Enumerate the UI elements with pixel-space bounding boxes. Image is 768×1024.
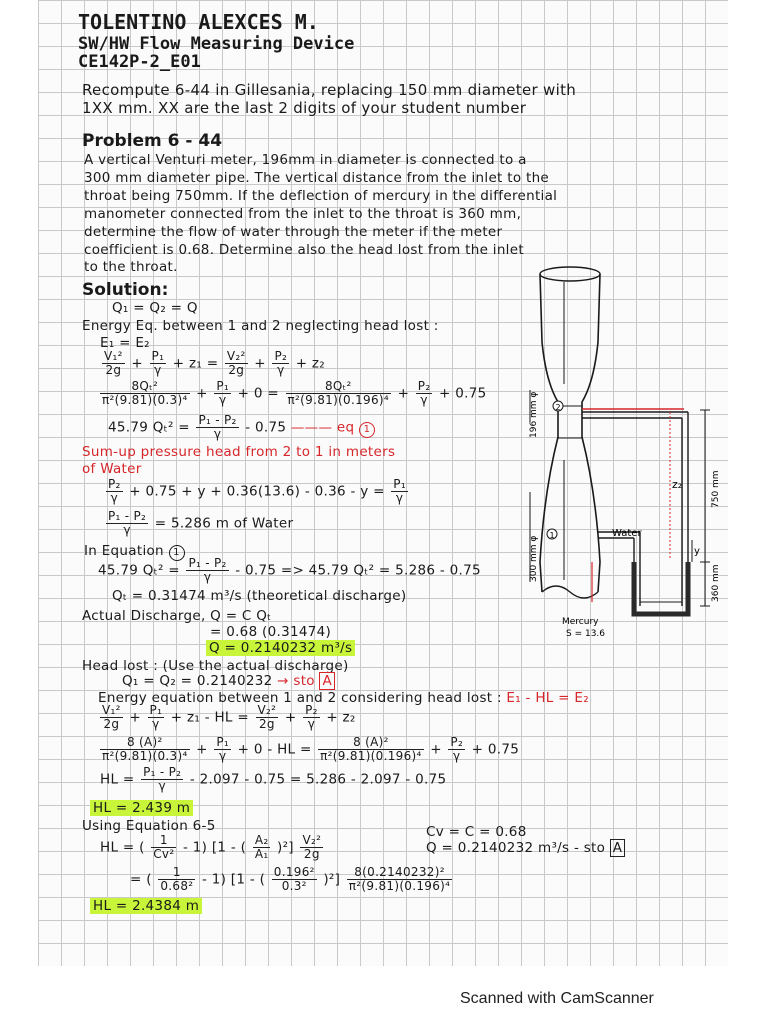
substituted-eq: $\frac{\text{8Qₜ²}}{\text{π²(9.81)(0.3)⁴}}$ + $\frac{\text{P₁}}{\gamma}$ + 0 = $\frac{\text{8Qₜ²}}{\text{π²(9.81)(0.196)⁴}}$ + $\frac{\text{P₂}}{\gamma}$ + 0.75 bbox=[102, 379, 487, 407]
deflection-label: 360 mm bbox=[711, 564, 721, 602]
head-lost-result: HL = 2.439 m bbox=[90, 800, 193, 816]
sumup-note-2: of Water bbox=[82, 461, 142, 477]
eq-6-5-substituted: = ( $\frac{1}{\text{0.68²}}$ - 1) [1 - ( $\frac{\text{0.196²}}{\text{0.3²}}$ )²] $\frac{\text{8(0.2140232)²}}{\text{π²(9.81)(0.196)⁴}}$ bbox=[130, 865, 451, 893]
point-1-label: 1 bbox=[549, 531, 555, 540]
solve-eq: 45.79 Qₜ² = $\frac{\text{P₁ - P₂}}{\gamma}$ - 0.75 => 45.79 Qₜ² = 5.286 - 0.75 bbox=[98, 556, 481, 584]
sumup-note-1: Sum-up pressure head from 2 to 1 in meters bbox=[82, 444, 396, 460]
energy2-label: Energy equation between 1 and 2 considering head lost : E₁ - HL = E₂ bbox=[98, 690, 589, 706]
vertical-distance-label: 750 mm bbox=[711, 470, 721, 508]
actual-discharge-label: Actual Discharge, Q = C Qₜ bbox=[82, 608, 272, 624]
specific-gravity-label: S = 13.6 bbox=[566, 629, 606, 639]
inlet-diameter-label: 300 mm φ bbox=[529, 535, 539, 582]
author-name: TOLENTINO ALEXCES M. bbox=[78, 10, 319, 34]
problem-line: coefficient is 0.68. Determine also the head lost from the inlet bbox=[84, 242, 524, 258]
energy-label: Energy Eq. between 1 and 2 neglecting head lost : bbox=[82, 318, 439, 334]
head-lost-q: Q₁ = Q₂ = 0.2140232 → sto A bbox=[122, 673, 335, 689]
y-label: y bbox=[694, 546, 700, 557]
instruction-line-1: Recompute 6-44 in Gillesania, replacing 150 mm diameter with bbox=[82, 81, 577, 99]
in-equation-label: In Equation 1 bbox=[84, 543, 185, 561]
problem-line: throat being 750mm. If the deflection of mercury in the differential bbox=[84, 188, 558, 204]
using-equation-label: Using Equation 6-5 bbox=[82, 818, 216, 834]
head-lost-final: HL = 2.4384 m bbox=[90, 898, 202, 914]
actual-discharge-calc: = 0.68 (0.31474) bbox=[210, 624, 332, 640]
scanner-watermark: Scanned with CamScanner bbox=[460, 990, 654, 1007]
point-2-label: 2 bbox=[555, 403, 561, 412]
problem-title: Problem 6 - 44 bbox=[82, 131, 223, 151]
eq-6-5: HL = ( $\frac{1}{\text{Cv²}}$ - 1) [1 - ( $\frac{\text{A₂}}{\text{A₁}}$ )²] $\frac{\text{V₂²}}{2g}$ bbox=[100, 833, 322, 861]
instruction-line-2: 1XX mm. XX are the last 2 digits of your student number bbox=[82, 99, 527, 117]
bernoulli-eq: $\frac{\text{V₁²}}{2g}$ + $\frac{\text{P₁}}{\gamma}$ + z₁ = $\frac{\text{V₂²}}{2g}$ + $\frac{\text{P₂}}{\gamma}$ + z₂ bbox=[104, 349, 326, 377]
discharge-result: Q = 0.2140232 m³/s bbox=[206, 640, 355, 656]
problem-line: 300 mm diameter pipe. The vertical distance from the inlet to the bbox=[84, 170, 550, 186]
bernoulli-hl-eq: $\frac{\text{V₁²}}{2g}$ + $\frac{\text{P₁}}{\gamma}$ + z₁ - HL = $\frac{\text{V₂²}}{2g}$ + $\frac{\text{P₂}}{\gamma}$ + z₂ bbox=[102, 703, 356, 731]
throat-diameter-label: 196 mm φ bbox=[529, 391, 539, 438]
problem-line: A vertical Venturi meter, 196mm in diameter is connected to a bbox=[84, 152, 527, 168]
problem-line: to the throat. bbox=[84, 259, 178, 275]
equation-number-badge: 1 bbox=[359, 422, 375, 438]
water-label: Water bbox=[612, 528, 642, 539]
venturi-diagram bbox=[500, 262, 728, 642]
equation-1: 45.79 Qₜ² = $\frac{\text{P₁ - P₂}}{\gamma}$ - 0.75 ——— eq 1 bbox=[108, 414, 375, 441]
pressure-sum-eq: $\frac{\text{P₂}}{\gamma}$ + 0.75 + y + 0.36(13.6) - 0.36 - y = $\frac{\text{P₁}}{\gamma}$ bbox=[108, 477, 406, 505]
problem-line: manometer connected from the inlet to the throat is 360 mm, bbox=[84, 206, 522, 222]
mercury-label: Mercury bbox=[562, 617, 599, 627]
head-lost-calc: HL = $\frac{\text{P₁ - P₂}}{\gamma}$ - 2.097 - 0.75 = 5.286 - 2.097 - 0.75 bbox=[100, 765, 447, 793]
head-lost-label: Head lost : (Use the actual discharge) bbox=[82, 658, 349, 674]
coefficient-note: Cv = C = 0.68 bbox=[426, 824, 527, 840]
solution-title: Solution: bbox=[82, 280, 169, 300]
pressure-result: $\frac{\text{P₁ - P₂}}{\gamma}$ = 5.286 m of Water bbox=[108, 509, 294, 537]
energy-eq: E₁ = E₂ bbox=[100, 335, 150, 351]
continuity-eq: Q₁ = Q₂ = Q bbox=[112, 300, 198, 316]
substituted-hl-eq: $\frac{\text{8 (A)²}}{\text{π²(9.81)(0.3)⁴}}$ + $\frac{\text{P₁}}{\gamma}$ + 0 - HL = $\frac{\text{8 (A)²}}{\text{π²(9.81)(0.196)⁴}}$ + $\frac{\text{P₂}}{\gamma}$ + 0.75 bbox=[102, 735, 520, 763]
course-code: CE142P-2_E01 bbox=[78, 52, 201, 72]
q-stored-note: Q = 0.2140232 m³/s - sto A bbox=[426, 840, 625, 856]
z2-label: z₂ bbox=[672, 478, 683, 491]
theoretical-discharge: Qₜ = 0.31474 m³/s (theoretical discharge) bbox=[112, 588, 407, 604]
course-title: SW/HW Flow Measuring Device bbox=[78, 34, 355, 54]
problem-line: determine the flow of water through the meter if the meter bbox=[84, 224, 503, 240]
